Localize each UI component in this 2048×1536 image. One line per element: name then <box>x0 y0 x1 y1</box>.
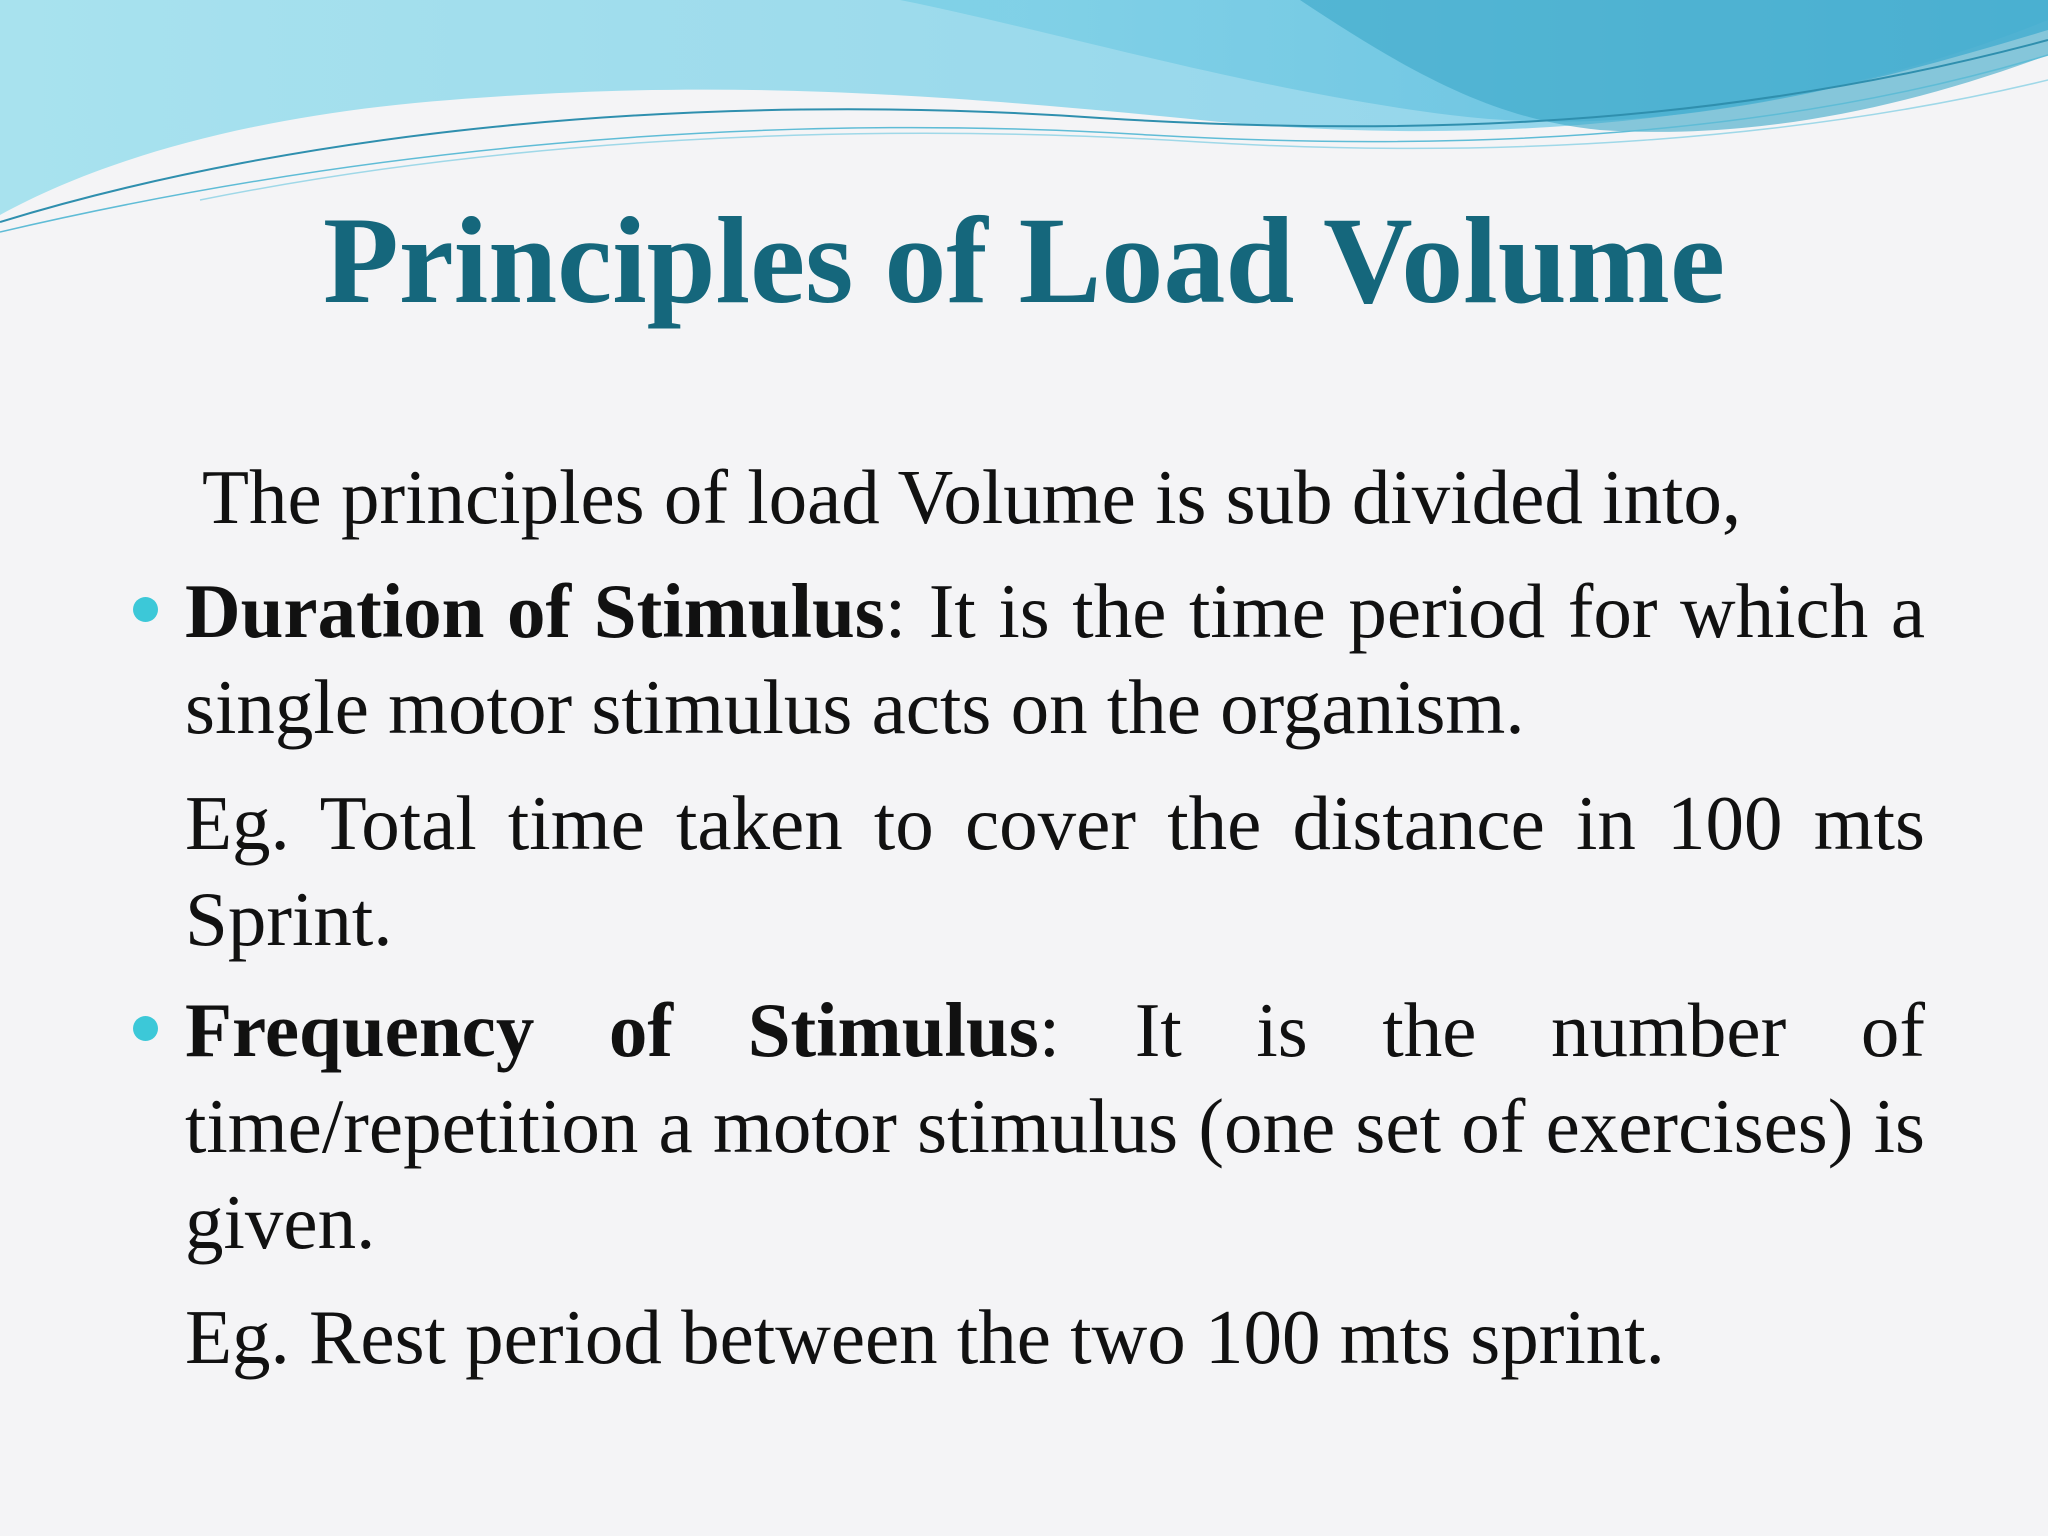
slide-title: Principles of Load Volume <box>322 192 1726 329</box>
bullet-term: Frequency of Stimulus <box>185 987 1039 1073</box>
bullet-term: Duration of Stimulus <box>185 568 885 654</box>
intro-text: The principles of load Volume is sub divided into, <box>202 454 1742 540</box>
bullet-dot-icon <box>133 1016 158 1041</box>
bullet-example: Eg. Total time taken to cover the distance in 100 mts Sprint. <box>185 780 1925 962</box>
bullet-duration-of-stimulus <box>185 563 1925 755</box>
bullet-frequency-of-stimulus <box>185 982 1925 1270</box>
bullet-example: Eg. Rest period between the two 100 mts sprint. <box>185 1294 1665 1380</box>
bullet-definition: : It is the time period for which a single motor stimulus acts on the organism. <box>185 568 1925 750</box>
bullet-dot-icon <box>133 597 158 622</box>
bullet-definition: : It is the number of time/repetition a motor stimulus (one set of exercises) is given. <box>185 987 1925 1265</box>
